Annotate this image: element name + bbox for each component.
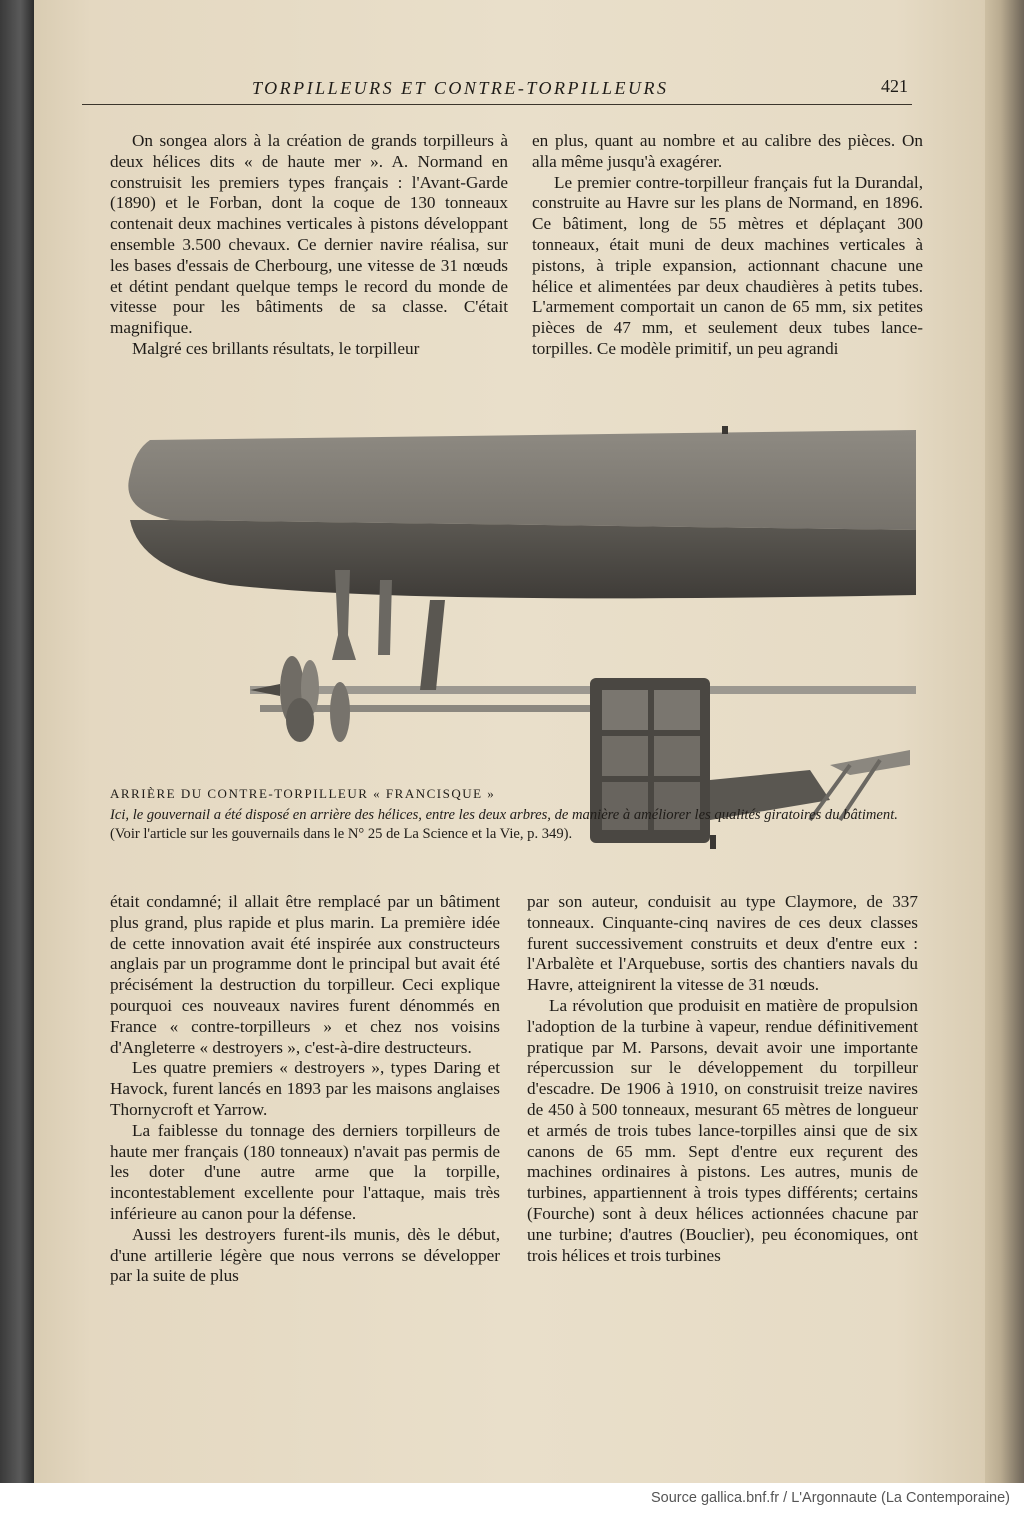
paragraph: Le premier contre-torpilleur français fut la Durandal, construite au Havre sur les plans de Normand, en 1896. Ce bâtiment, long de 55 mètres et déplaçant 300 tonneaux, était muni de deux machines verticales à pistons, à triple expansion, actionnant chacune une hélice et alimentées par deux chaudières à petits tubes. L'armement comportait un canon de 65 mm, six petites pièces de 47 mm, et seulement deux tubes lance-torpilles. Ce modèle primitif, un peu agrandi: [532, 172, 923, 358]
caption-reference: (Voir l'article sur les gouvernails dans le N° 25 de La Science et la Vie, p. 349).: [110, 826, 573, 842]
running-title: TORPILLEURS ET CONTRE-TORPILLEURS: [252, 78, 669, 98]
source-attribution: Source gallica.bnf.fr / L'Argonnaute (La Contemporaine): [650, 1490, 1010, 1506]
paragraph: Aussi les destroyers furent-ils munis, dès le début, d'une artillerie légère que nous verrons se développer par la suite de plus: [110, 1224, 500, 1286]
page-number: 421: [881, 76, 908, 96]
paragraph: en plus, quant au nombre et au calibre des pièces. On alla même jusqu'à exagérer.: [532, 131, 923, 171]
paragraph: Les quatre premiers « destroyers », types Daring et Havock, furent lancés en 1893 par les maisons anglaises Thornycroft et Yarrow.: [110, 1058, 500, 1119]
figure-caption: [110, 784, 922, 844]
paragraph: Malgré ces brillants résultats, le torpilleur: [132, 338, 420, 358]
book-binding-right: [985, 0, 1024, 1483]
paragraph: était condamné; il allait être remplacé par un bâtiment plus grand, plus rapide et plus marin. La première idée de cette innovation avait été inspirée aux constructeurs anglais par un programme dont le principal but avait été précisément la destruction du torpilleur. Ceci explique pourquoi ces nouveaux navires furent dénommés en France « contre-torpilleurs » et chez nos voisins d'Angleterre « destroyers », c'est-à-dire destructeurs.: [110, 892, 500, 1057]
text-column-4: [527, 892, 918, 1266]
running-head: [82, 78, 912, 105]
caption-title: ARRIÈRE DU CONTRE-TORPILLEUR « FRANCISQUE »: [110, 786, 496, 801]
book-binding-left: [0, 0, 34, 1483]
paragraph: La révolution que produisit en matière de propulsion l'adoption de la turbine à vapeur, rendue définitivement pratique par M. Parsons, devait avoir une importante répercussion sur le développement du torpilleur d'escadre. De 1906 à 1910, on construisit treize navires de 450 à 500 tonneaux, mesurant 65 mètres de longueur et armés de trois tubes lance-torpilles ainsi que de six canons de 65 mm. Sept d'entre eux reçurent des machines ordinaires à pistons. Les autres, munis de turbines, appartiennent à trois types différents; certains (Fourche) sont à deux hélices actionnées chacune par une turbine; d'autres (Bouclier), peu économiques, ont trois hélices et trois turbines: [527, 995, 918, 1265]
text-column-2: [532, 131, 923, 360]
paragraph: La faiblesse du tonnage des derniers torpilleurs de haute mer français (180 tonneaux) n'avait pas permis de les doter d'une autre arme que la torpille, incontestablement excellente pour l'attaque, mais très inférieure au canon pour la défense.: [110, 1120, 500, 1223]
text-column-1: [110, 131, 508, 360]
paragraph: On songea alors à la création de grands torpilleurs à deux hélices dits « de haute mer ». A. Normand en construisit les premiers types français : l'Avant-Garde (1890) et le Forban, dont la coque de 130 tonneaux contenait deux machines verticales à pistons développant ensemble 3.500 chevaux. Ce dernier navire réalisa, sur les bases d'essais de Cherbourg, une vitesse de 31 nœuds et détint pendant quelque temps le record du monde de vitesse pour les bâtiments de sa classe. C'était magnifique.: [110, 131, 508, 338]
caption-italic-text: Ici, le gouvernail a été disposé en arrière des hélices, entre les deux arbres, de manière à améliorer les qualités giratoires du bâtiment.: [110, 807, 898, 823]
text-column-3: [110, 892, 500, 1287]
paragraph: par son auteur, conduisit au type Claymore, de 337 tonneaux. Cinquante-cinq navires de ces deux classes furent successivement construits et deux d'entre eux : l'Arbalète et l'Arquebuse, sortis des chantiers navals du Havre, atteignirent la vitesse de 31 nœuds.: [527, 892, 918, 995]
